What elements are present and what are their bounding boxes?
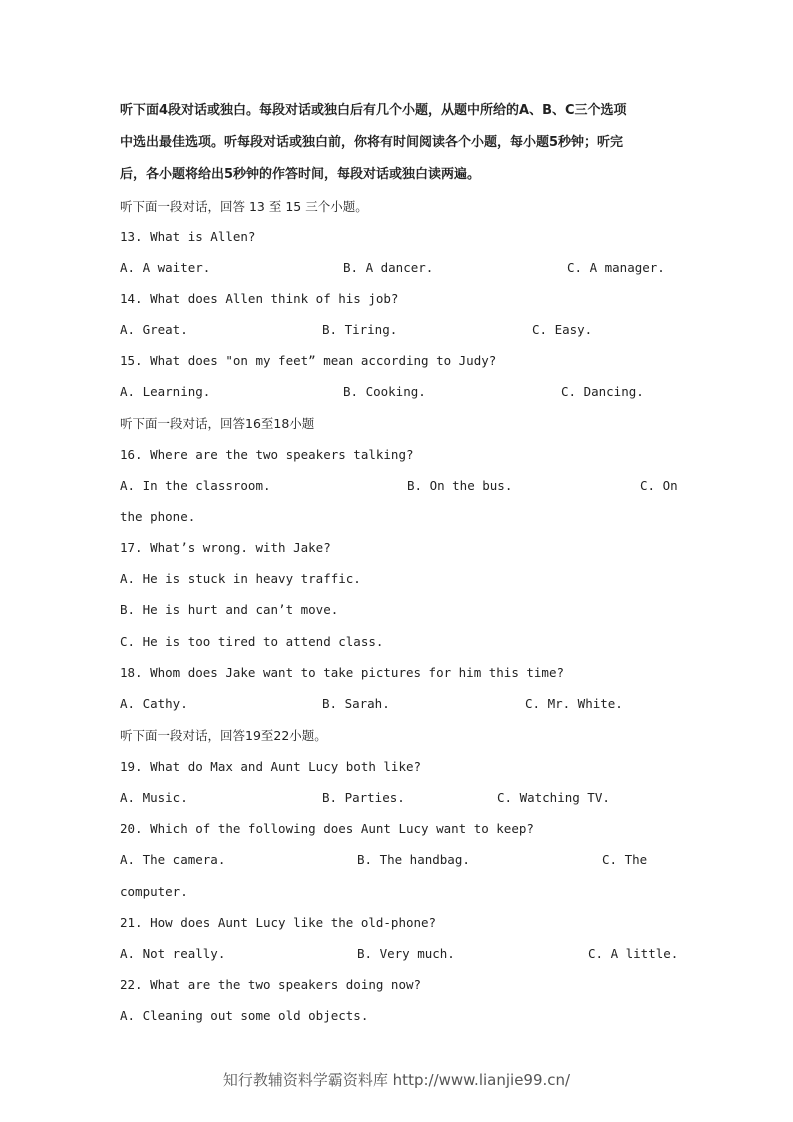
option-21-a: A. Not really. bbox=[120, 946, 226, 961]
option-17-a: A. He is stuck in heavy traffic. bbox=[120, 571, 361, 586]
question-13: 13. What is Allen? bbox=[120, 229, 256, 244]
option-20-c-continued: computer. bbox=[120, 884, 188, 899]
question-15: 15. What does "on my feet” mean according to Judy? bbox=[120, 353, 497, 368]
option-18-a: A. Cathy. bbox=[120, 696, 188, 711]
question-20: 20. Which of the following does Aunt Lucy want to keep? bbox=[120, 821, 534, 836]
intro-line-3: 后，各小题将给出5秒钟的作答时间，每段对话或独白读两遍。 bbox=[120, 167, 481, 182]
option-22-a: A. Cleaning out some old objects. bbox=[120, 1008, 369, 1023]
option-19-a: A. Music. bbox=[120, 790, 188, 805]
option-15-b: B. Cooking. bbox=[343, 384, 426, 399]
option-18-b: B. Sarah. bbox=[322, 696, 390, 711]
option-17-b: B. He is hurt and can’t move. bbox=[120, 602, 339, 617]
option-13-c: C. A manager. bbox=[567, 260, 665, 275]
option-21-c: C. A little. bbox=[588, 946, 679, 961]
option-16-c-continued: the phone. bbox=[120, 509, 196, 524]
option-13-b: B. A dancer. bbox=[343, 260, 434, 275]
question-22: 22. What are the two speakers doing now? bbox=[120, 977, 422, 992]
option-16-a: A. In the classroom. bbox=[120, 478, 271, 493]
option-14-b: B. Tiring. bbox=[322, 322, 398, 337]
option-20-b: B. The handbag. bbox=[357, 852, 470, 867]
section-heading-3: 听下面一段对话，回答19至22小题。 bbox=[120, 728, 327, 743]
question-14: 14. What does Allen think of his job? bbox=[120, 291, 399, 306]
footer-watermark: 知行教辅资料学霸资料库 http://www.lianjie99.cn/ bbox=[222, 1071, 571, 1089]
option-20-a: A. The camera. bbox=[120, 852, 226, 867]
section-heading-2: 听下面一段对话，回答16至18小题 bbox=[120, 416, 315, 431]
option-13-a: A. A waiter. bbox=[120, 260, 211, 275]
option-18-c: C. Mr. White. bbox=[525, 696, 623, 711]
section-heading-1: 听下面一段对话，回答 13 至 15 三个小题。 bbox=[120, 199, 368, 214]
question-17: 17. What’s wrong. with Jake? bbox=[120, 540, 331, 555]
option-14-a: A. Great. bbox=[120, 322, 188, 337]
option-19-c: C. Watching TV. bbox=[497, 790, 610, 805]
question-19: 19. What do Max and Aunt Lucy both like? bbox=[120, 759, 422, 774]
option-14-c: C. Easy. bbox=[532, 322, 593, 337]
intro-line-2: 中选出最佳选项。听每段对话或独白前，你将有时间阅读各个小题，每小题5秒钟；听完 bbox=[120, 135, 624, 150]
question-21: 21. How does Aunt Lucy like the old-phone? bbox=[120, 915, 437, 930]
option-17-c: C. He is too tired to attend class. bbox=[120, 634, 384, 649]
option-16-c: C. On bbox=[640, 478, 678, 493]
question-16: 16. Where are the two speakers talking? bbox=[120, 447, 414, 462]
question-18: 18. Whom does Jake want to take pictures for him this time? bbox=[120, 665, 565, 680]
option-19-b: B. Parties. bbox=[322, 790, 405, 805]
option-20-c: C. The bbox=[602, 852, 648, 867]
intro-line-1: 听下面4段对话或独白。每段对话或独白后有几个小题，从题中所给的A、B、C三个选项 bbox=[120, 103, 627, 118]
option-16-b: B. On the bus. bbox=[407, 478, 513, 493]
option-15-a: A. Learning. bbox=[120, 384, 211, 399]
option-21-b: B. Very much. bbox=[357, 946, 455, 961]
option-15-c: C. Dancing. bbox=[561, 384, 644, 399]
